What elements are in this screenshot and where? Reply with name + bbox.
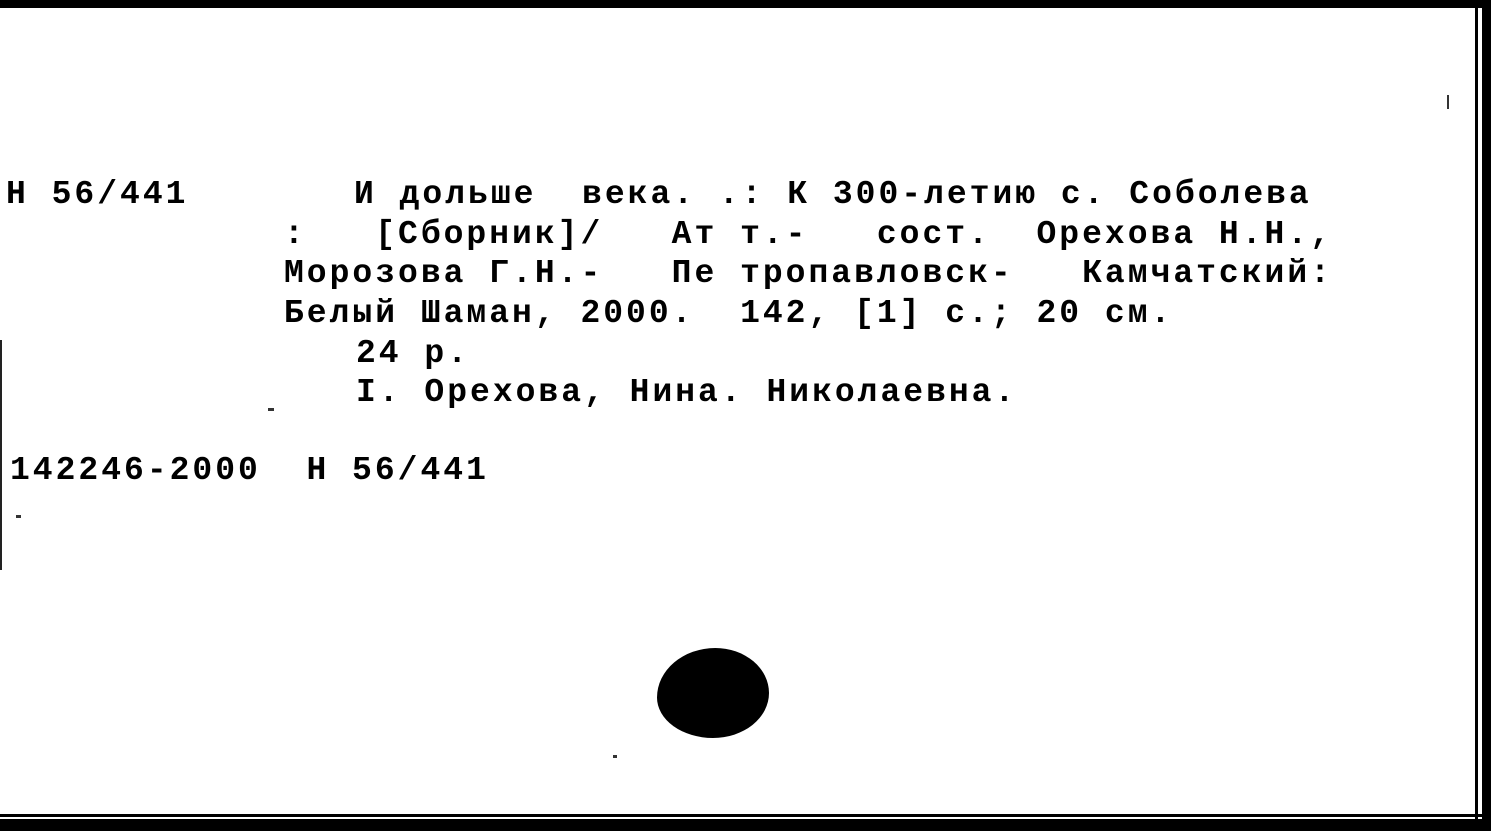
card-border-bottom-inner [0,814,1491,817]
card-border-right-inner [1475,0,1478,831]
card-border-left [0,340,2,570]
price-line: 24 р. [356,335,471,372]
responsibility-line: : [Сборник]/ Ат т.- сост. Орехова Н.Н., [284,216,1333,253]
card-border-right [1482,0,1491,831]
scan-speck [16,515,21,518]
scan-speck [613,755,617,758]
scan-speck [1447,95,1449,109]
shelf-mark: Н 56/441 [6,176,189,213]
card-border-bottom [0,819,1491,831]
scan-speck [268,408,274,411]
card-punch-hole [657,648,769,738]
card-border-top [0,0,1491,8]
added-entry-line: I. Орехова, Нина. Николаевна. [356,374,1018,411]
publication-line: Морозова Г.Н.- Пе тропавловск- Камчатский: [284,255,1333,292]
accession-number: 142246-2000 Н 56/441 [10,452,489,489]
title-line: И дольше века. .: К 300-летию с. Соболева [354,176,1312,213]
publisher-line: Белый Шаман, 2000. 142, [1] с.; 20 см. [284,295,1174,332]
